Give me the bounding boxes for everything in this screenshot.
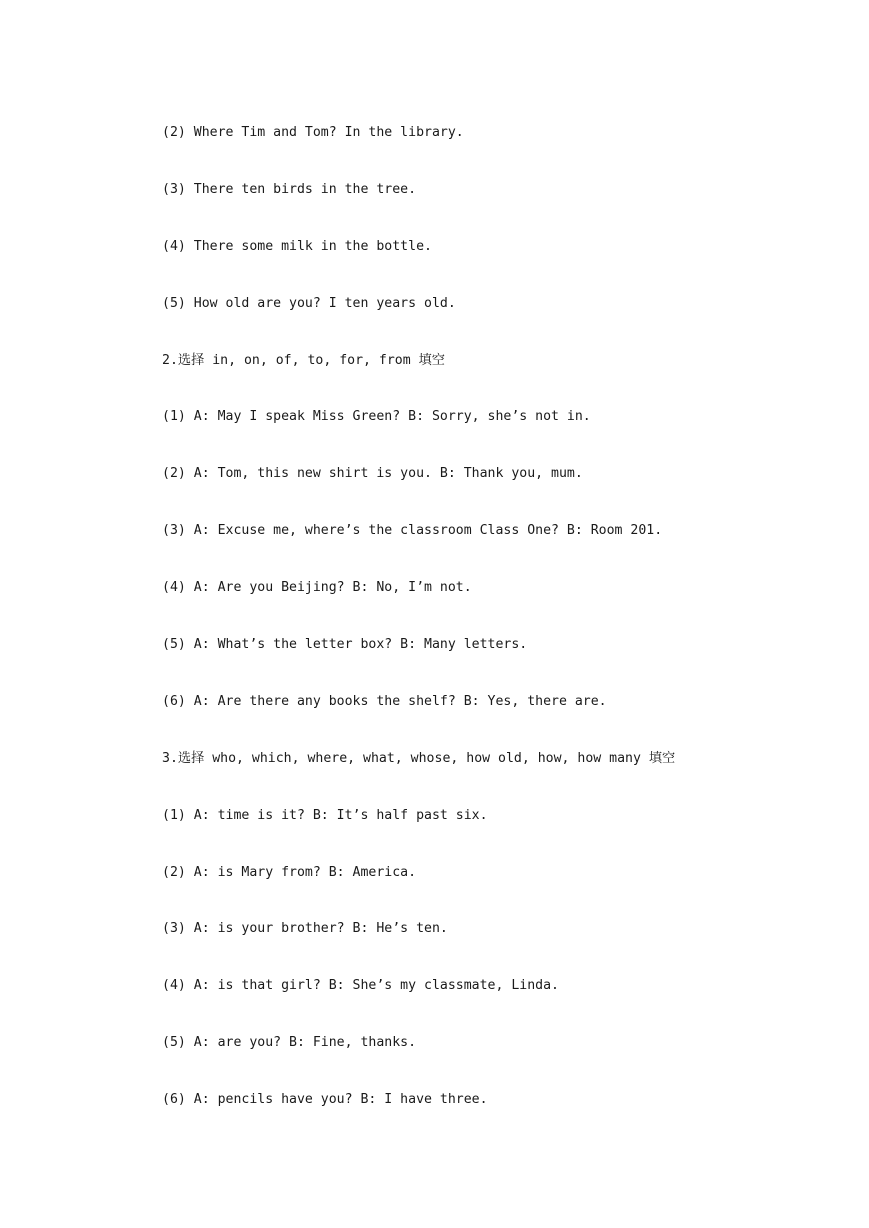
exercise-2-heading: 2.选择 in, on, of, to, for, from 填空 xyxy=(162,352,445,368)
exercise-2-item-4: (4) A: Are you Beijing? B: No, I’m not. xyxy=(162,580,472,596)
exercise-3-item-1: (1) A: time is it? B: It’s half past six. xyxy=(162,807,488,823)
exercise-1-item-3: (3) There ten birds in the tree. xyxy=(162,181,417,197)
exercise-2-item-2: (2) A: Tom, this new shirt is you. B: Thank you, mum. xyxy=(162,466,583,482)
exercise-3-heading: 3.选择 who, which, where, what, whose, how old, how, how many 填空 xyxy=(162,750,676,766)
exercise-2-item-3: (3) A: Excuse me, where’s the classroom Class One? B: Room 201. xyxy=(162,523,663,539)
exercise-2-item-5: (5) A: What’s the letter box? B: Many letters. xyxy=(162,637,528,653)
exercise-2-item-1: (1) A: May I speak Miss Green? B: Sorry, she’s not in. xyxy=(162,409,591,425)
exercise-3-item-5: (5) A: are you? B: Fine, thanks. xyxy=(162,1035,417,1051)
exercise-1-item-4: (4) There some milk in the bottle. xyxy=(162,238,432,254)
exercise-3-item-3: (3) A: is your brother? B: He’s ten. xyxy=(162,921,448,937)
exercise-2-item-6: (6) A: Are there any books the shelf? B: Yes, there are. xyxy=(162,693,607,709)
exercise-1-item-5: (5) How old are you? I ten years old. xyxy=(162,295,456,311)
exercise-3-item-2: (2) A: is Mary from? B: America. xyxy=(162,864,417,880)
exercise-3-item-6: (6) A: pencils have you? B: I have three. xyxy=(162,1092,488,1108)
exercise-1-item-2: (2) Where Tim and Tom? In the library. xyxy=(162,125,464,140)
exercise-list xyxy=(162,123,842,1147)
exercise-3-item-4: (4) A: is that girl? B: She’s my classmate, Linda. xyxy=(162,978,559,994)
